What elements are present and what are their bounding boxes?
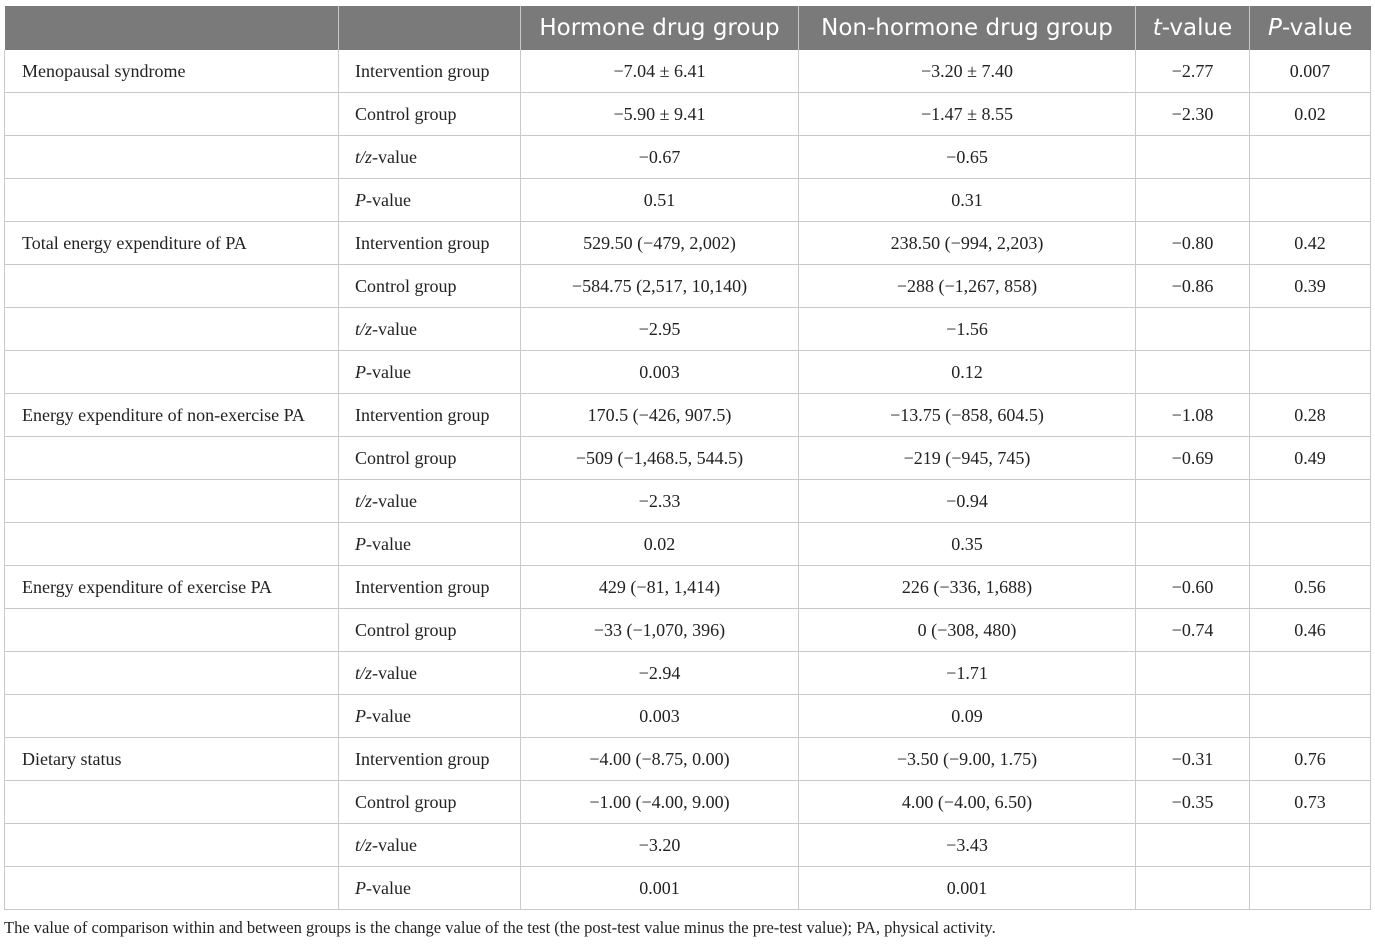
section-name-empty	[5, 93, 339, 136]
table-row	[5, 566, 1371, 609]
section-name-empty	[5, 480, 339, 523]
empty-cell	[1250, 480, 1371, 523]
row-label: Control group	[339, 609, 521, 652]
row-label: Intervention group	[339, 222, 521, 265]
hormone-cell: −7.04 ± 6.41	[521, 50, 799, 93]
table-row	[5, 652, 1371, 695]
table-row	[5, 523, 1371, 566]
nonhormone-cell: −3.43	[799, 824, 1136, 867]
section-name-empty	[5, 781, 339, 824]
p-value-cell: 0.007	[1250, 50, 1371, 93]
empty-cell	[1136, 652, 1250, 695]
section-name-empty	[5, 437, 339, 480]
row-label: Control group	[339, 265, 521, 308]
p-value-cell: 0.56	[1250, 566, 1371, 609]
row-label: t/z-value	[339, 824, 521, 867]
table-container	[4, 6, 1370, 910]
p-value-cell: 0.42	[1250, 222, 1371, 265]
results-table	[4, 6, 1371, 910]
section-name: Menopausal syndrome	[5, 50, 339, 93]
row-label: t/z-value	[339, 136, 521, 179]
nonhormone-cell: −288 (−1,267, 858)	[799, 265, 1136, 308]
row-label: Control group	[339, 437, 521, 480]
t-value-cell: −0.74	[1136, 609, 1250, 652]
section-name: Total energy expenditure of PA	[5, 222, 339, 265]
section-name-empty	[5, 308, 339, 351]
nonhormone-cell: −219 (−945, 745)	[799, 437, 1136, 480]
empty-cell	[1250, 695, 1371, 738]
p-value-cell: 0.73	[1250, 781, 1371, 824]
nonhormone-cell: 0.12	[799, 351, 1136, 394]
section-name-empty	[5, 609, 339, 652]
header-row	[5, 6, 1371, 50]
p-value-cell: 0.28	[1250, 394, 1371, 437]
empty-cell	[1250, 351, 1371, 394]
row-label: P-value	[339, 351, 521, 394]
section-name-empty	[5, 179, 339, 222]
row-label: t/z-value	[339, 308, 521, 351]
section-name-empty	[5, 824, 339, 867]
table-row	[5, 394, 1371, 437]
hormone-cell: −509 (−1,468.5, 544.5)	[521, 437, 799, 480]
p-value-cell: 0.39	[1250, 265, 1371, 308]
header-group	[339, 6, 521, 50]
row-label: Intervention group	[339, 50, 521, 93]
nonhormone-cell: −3.50 (−9.00, 1.75)	[799, 738, 1136, 781]
row-label: t/z-value	[339, 480, 521, 523]
row-label: P-value	[339, 523, 521, 566]
row-label: Intervention group	[339, 394, 521, 437]
hormone-cell: 429 (−81, 1,414)	[521, 566, 799, 609]
table-row	[5, 93, 1371, 136]
hormone-cell: 529.50 (−479, 2,002)	[521, 222, 799, 265]
table-row	[5, 179, 1371, 222]
empty-cell	[1136, 695, 1250, 738]
empty-cell	[1250, 867, 1371, 910]
hormone-cell: −5.90 ± 9.41	[521, 93, 799, 136]
table-footnote: The value of comparison within and between groups is the change value of the test (the post-test value minus the pre-test value); PA, physical activity.	[4, 918, 996, 937]
row-label: Intervention group	[339, 738, 521, 781]
row-label: P-value	[339, 179, 521, 222]
t-value-cell: −0.80	[1136, 222, 1250, 265]
table-row	[5, 222, 1371, 265]
section-name-empty	[5, 523, 339, 566]
empty-cell	[1136, 824, 1250, 867]
empty-cell	[1250, 136, 1371, 179]
table-row	[5, 50, 1371, 93]
table-row	[5, 265, 1371, 308]
nonhormone-cell: 0.001	[799, 867, 1136, 910]
p-value-cell: 0.49	[1250, 437, 1371, 480]
section-name-empty	[5, 695, 339, 738]
table-row	[5, 609, 1371, 652]
table-row	[5, 437, 1371, 480]
section-name-empty	[5, 265, 339, 308]
hormone-cell: −1.00 (−4.00, 9.00)	[521, 781, 799, 824]
row-label: t/z-value	[339, 652, 521, 695]
table-row	[5, 695, 1371, 738]
row-label: Control group	[339, 781, 521, 824]
empty-cell	[1250, 652, 1371, 695]
table-row	[5, 351, 1371, 394]
row-label: P-value	[339, 695, 521, 738]
table-row	[5, 867, 1371, 910]
hormone-cell: −2.95	[521, 308, 799, 351]
row-label: Control group	[339, 93, 521, 136]
t-value-cell: −0.69	[1136, 437, 1250, 480]
nonhormone-cell: 0.31	[799, 179, 1136, 222]
empty-cell	[1136, 480, 1250, 523]
hormone-cell: 0.02	[521, 523, 799, 566]
hormone-cell: 170.5 (−426, 907.5)	[521, 394, 799, 437]
hormone-cell: −2.33	[521, 480, 799, 523]
table-row	[5, 480, 1371, 523]
nonhormone-cell: 0.35	[799, 523, 1136, 566]
hormone-cell: 0.51	[521, 179, 799, 222]
nonhormone-cell: 4.00 (−4.00, 6.50)	[799, 781, 1136, 824]
hormone-cell: −584.75 (2,517, 10,140)	[521, 265, 799, 308]
nonhormone-cell: 238.50 (−994, 2,203)	[799, 222, 1136, 265]
empty-cell	[1250, 179, 1371, 222]
empty-cell	[1136, 136, 1250, 179]
section-name-empty	[5, 652, 339, 695]
hormone-cell: −4.00 (−8.75, 0.00)	[521, 738, 799, 781]
nonhormone-cell: −13.75 (−858, 604.5)	[799, 394, 1136, 437]
table-row	[5, 781, 1371, 824]
section-name-empty	[5, 867, 339, 910]
header-p-value: P-value	[1250, 6, 1371, 50]
section-name: Energy expenditure of exercise PA	[5, 566, 339, 609]
empty-cell	[1136, 867, 1250, 910]
t-value-cell: −2.30	[1136, 93, 1250, 136]
header-non-hormone-drug-group: Non-hormone drug group	[799, 6, 1136, 50]
table-row	[5, 738, 1371, 781]
nonhormone-cell: 0.09	[799, 695, 1136, 738]
empty-cell	[1136, 308, 1250, 351]
empty-cell	[1136, 351, 1250, 394]
t-value-cell: −0.31	[1136, 738, 1250, 781]
t-value-cell: −1.08	[1136, 394, 1250, 437]
table-row	[5, 824, 1371, 867]
hormone-cell: 0.001	[521, 867, 799, 910]
nonhormone-cell: −1.56	[799, 308, 1136, 351]
t-value-cell: −0.35	[1136, 781, 1250, 824]
header-t-value: t-value	[1136, 6, 1250, 50]
nonhormone-cell: −1.47 ± 8.55	[799, 93, 1136, 136]
table-row	[5, 308, 1371, 351]
hormone-cell: −33 (−1,070, 396)	[521, 609, 799, 652]
hormone-cell: −0.67	[521, 136, 799, 179]
section-name-empty	[5, 351, 339, 394]
row-label: P-value	[339, 867, 521, 910]
empty-cell	[1136, 523, 1250, 566]
hormone-cell: −2.94	[521, 652, 799, 695]
table-row	[5, 136, 1371, 179]
section-name: Energy expenditure of non-exercise PA	[5, 394, 339, 437]
nonhormone-cell: −3.20 ± 7.40	[799, 50, 1136, 93]
nonhormone-cell: −1.71	[799, 652, 1136, 695]
nonhormone-cell: −0.94	[799, 480, 1136, 523]
section-name: Dietary status	[5, 738, 339, 781]
hormone-cell: 0.003	[521, 695, 799, 738]
p-value-cell: 0.46	[1250, 609, 1371, 652]
t-value-cell: −2.77	[1136, 50, 1250, 93]
empty-cell	[1250, 308, 1371, 351]
empty-cell	[1136, 179, 1250, 222]
hormone-cell: 0.003	[521, 351, 799, 394]
empty-cell	[1250, 824, 1371, 867]
header-category	[5, 6, 339, 50]
t-value-cell: −0.60	[1136, 566, 1250, 609]
section-name-empty	[5, 136, 339, 179]
nonhormone-cell: 226 (−336, 1,688)	[799, 566, 1136, 609]
p-value-cell: 0.02	[1250, 93, 1371, 136]
row-label: Intervention group	[339, 566, 521, 609]
p-value-cell: 0.76	[1250, 738, 1371, 781]
t-value-cell: −0.86	[1136, 265, 1250, 308]
nonhormone-cell: −0.65	[799, 136, 1136, 179]
empty-cell	[1250, 523, 1371, 566]
hormone-cell: −3.20	[521, 824, 799, 867]
nonhormone-cell: 0 (−308, 480)	[799, 609, 1136, 652]
header-hormone-drug-group: Hormone drug group	[521, 6, 799, 50]
